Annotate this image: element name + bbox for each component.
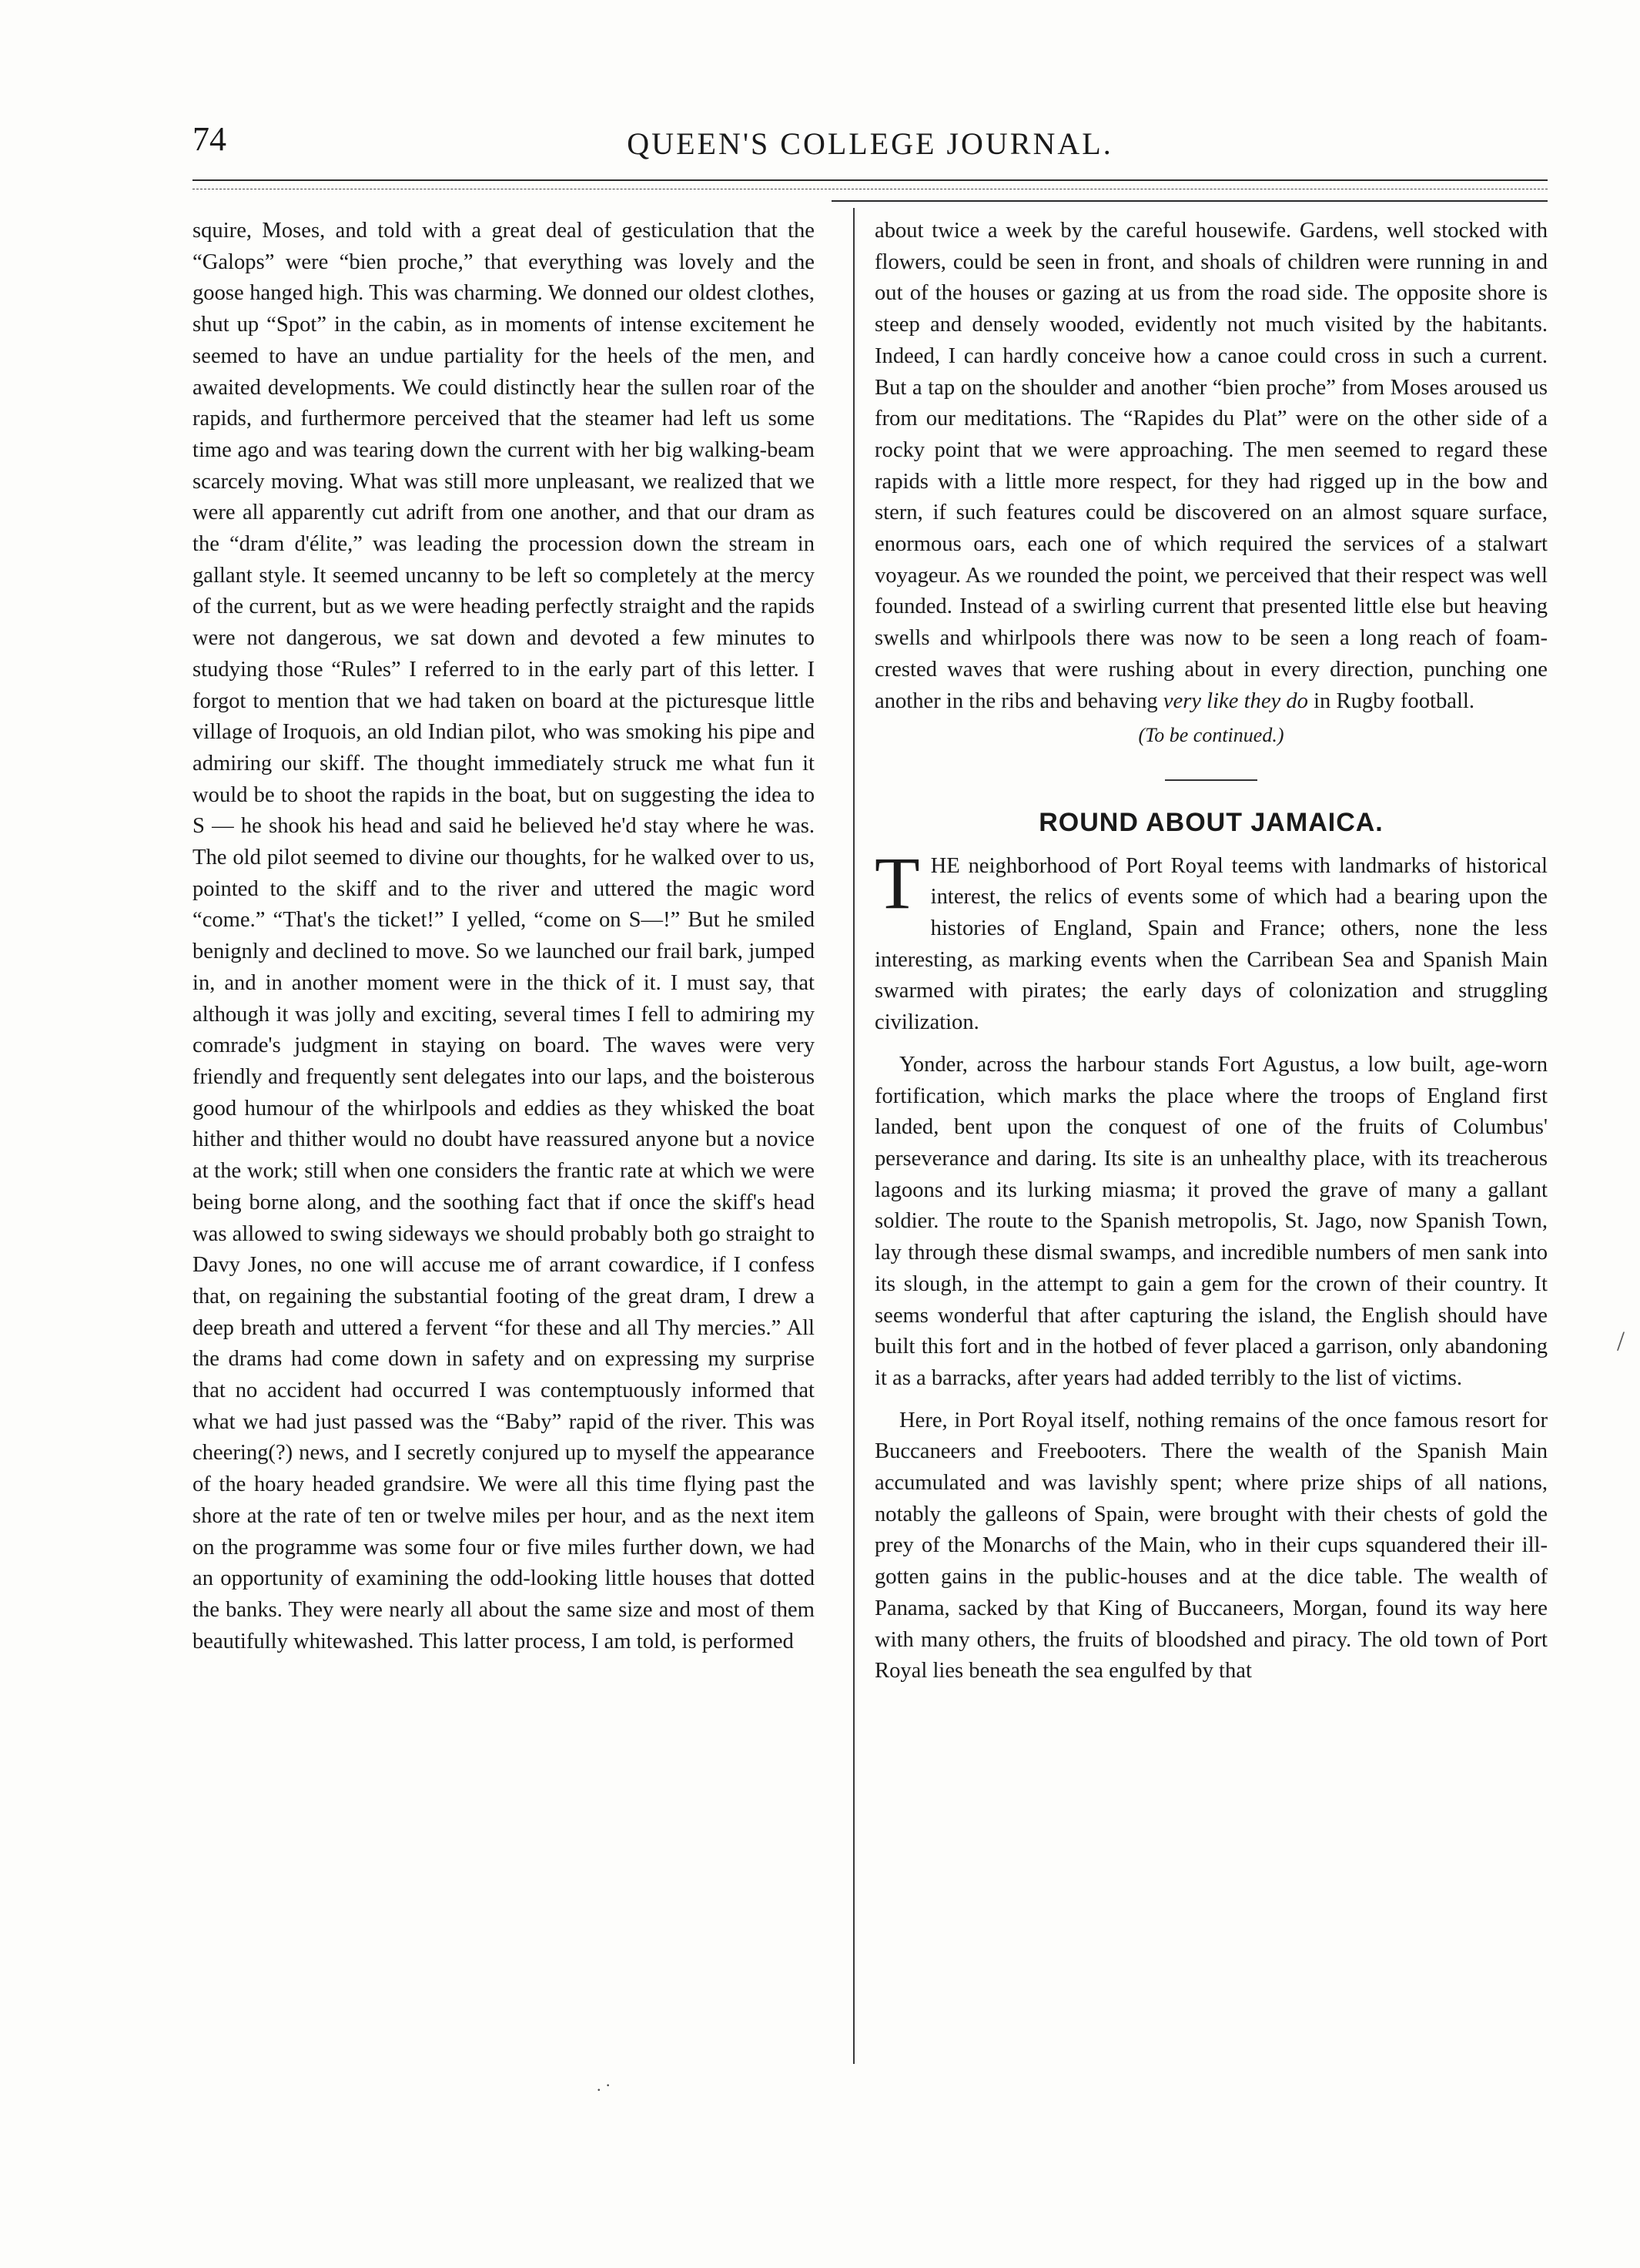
- article-title: ROUND ABOUT JAMAICA.: [1039, 807, 1384, 837]
- journal-title: QUEEN'S COLLEGE JOURNAL.: [627, 126, 1113, 161]
- continuation-italic: very like they do: [1163, 688, 1308, 713]
- right-column: [875, 216, 1548, 1687]
- continuation-end: in Rugby football.: [1314, 688, 1474, 713]
- page-number: 74: [192, 120, 226, 158]
- bottom-mark: . ·: [597, 2075, 611, 2095]
- header-rule: [192, 179, 1548, 181]
- left-column-text: squire, Moses, and told with a great deal of gesticulation that the “Galops” were “bien proche,” that everything was lovely and the goose hanged high. This was charming. We donned our oldest clothes, shut up “Spot” in the cabin, as in moments of intense excitement he seemed to have an undue partiality for the heels of the men, and awaited developments. We could distinctly hear the sullen roar of the rapids, and furthermore perceived that the steamer had left us some time ago and was tearing down the current with her big walking-beam scarcely moving. What was still more unpleasant, we realized that we were all apparently cut adrift from one another, and that our dram as the “dram d'élite,” was leading the procession down the stream in gallant style. It seemed uncanny to be left so completely at the mercy of the current, but as we were heading perfectly straight and the rapids were not dangerous, we sat down and devoted a few minutes to studying those “Rules” I referred to in the early part of this letter. I forgot to mention that we had taken on board at the picturesque little village of Iroquois, an old Indian pilot, who was smoking his pipe and admiring our skiff. The thought immediately struck me what fun it would be to shoot the rapids in the boat, but on suggesting the idea to S — he shook his head and said he believed he'd stay where he was. The old pilot seemed to divine our thoughts, for he walked over to us, pointed to the skiff and to the river and uttered the magic word “come.” “That's the ticket!” I yelled, “come on S—!” But he smiled benignly and declined to move. So we launched our frail bark, jumped in, and in another moment were in the thick of it. I must say, that although it was jolly and exciting, several times I fell to admiring my comrade's judgment in staying on board. The waves were very friendly and frequently sent delegates into our laps, and the boisterous good humour of the whirlpools and eddies as they whisked the boat hither and thither would no doubt have reassured anyone but a novice at the work; still when one considers the frantic rate at which we were being borne along, and the soothing fact that if once the skiff's head was allowed to swing sideways we should probably both go straight to Davy Jones, no one will accuse me of arrant cowardice, if I confess that, on regaining the substantial footing of the great dram, I drew a deep breath and uttered a fervent “for these and all Thy mercies.” All the drams had come down in safety and on expressing my surprise that no accident had occurred I was contemptuously informed that what we had just passed was the “Baby” rapid of the river. This was cheering(?) news, and I secretly conjured up to myself the appearance of the hoary headed grandsire. We were all this time flying past the shore at the rate of ten or twelve miles per hour, and as the next item on the programme was some four or five miles further down, we had an opportunity of examining the odd-looking little houses that dotted the banks. They were nearly all about the same size and most of them beautifully whitewashed. This latter process, I am told, is performed: [192, 219, 815, 1653]
- continuation-paragraph: [875, 216, 1548, 717]
- article-paragraph-1: [875, 841, 1548, 1039]
- continuation-text: about twice a week by the careful housewife. Gardens, well stocked with flowers, could be seen in front, and shoals of children were running in and out of the houses or gazing at us from the road side. The opposite shore is steep and densely wooded, evidently not much visited by the habitants. Indeed, I can hardly conceive how a canoe could cross in such a current. But a tap on the shoulder and another “bien proche” from Moses aroused us from our meditations. The “Rapides du Plat” were on the other side of a rocky point that we were approaching. The men seemed to regard these rapids with a little more respect, for they had rigged up in the bow and stern, if such features could be discovered on an almost square surface, enormous oars, each one of which required the services of a stalwart voyageur. As we rounded the point, we perceived that their respect was well founded. Instead of a swirling current that presented little else but heaving swells and whirlpools there was now to be seen a long reach of foam-crested waves that were rushing about in every direction, punching one another in the ribs and behaving: [875, 219, 1548, 713]
- right-column-rule: [832, 200, 1548, 202]
- left-column: [192, 216, 815, 1657]
- article-paragraph-1-text: HE neighborhood of Port Royal teems with landmarks of historical interest, the relics of events some of which had a bearing upon the histories of England, Spain and France; others, none the less interesting, as marking events when the Carribean Sea and Spanish Main swarmed with pirates; the early days of colonization and struggling civilization.: [875, 853, 1548, 1035]
- to-be-continued: (To be continued.): [1138, 724, 1284, 747]
- article-paragraph-2: Yonder, across the harbour stands Fort Agustus, a low built, age-worn fortification, which marks the place where the troops of England first landed, bent upon the conquest of one of the fruits of Columbus' perseverance and daring. Its site is an unhealthy place, with its treacherous lagoons and its lurking miasma; it proved the grave of many a gallant soldier. The route to the Spanish metropolis, St. Jago, now Spanish Town, lay through these dismal swamps, and incredible numbers of men sank into its slough, in the attempt to gain a gem for the crown of their country. It seems wonderful that after capturing the island, the English should have built this fort and in the hotbed of fever placed a garrison, only abandoning it as a barracks, after years had added terribly to the list of victims.: [875, 1052, 1548, 1390]
- column-divider: [853, 208, 855, 2064]
- page-header: [192, 119, 1548, 173]
- drop-cap: T: [875, 841, 920, 924]
- margin-mark: /: [1617, 1325, 1625, 1356]
- section-divider: [1165, 779, 1257, 781]
- article-paragraph-3: Here, in Port Royal itself, nothing remains of the once famous resort for Buccaneers and Freebooters. There the wealth of the Spanish Main accumulated and was lavishly spent; where prize ships of all nations, notably the galleons of Spain, were brought with their chests of gold the prey of the Monarchs of the Main, who in their cups squandered their ill-gotten gains in the public-houses and at the dice table. The wealth of Panama, sacked by that King of Buccaneers, Morgan, found its way here with many others, the fruits of bloodshed and piracy. The old town of Port Royal lies beneath the sea engulfed by that: [875, 1408, 1548, 1683]
